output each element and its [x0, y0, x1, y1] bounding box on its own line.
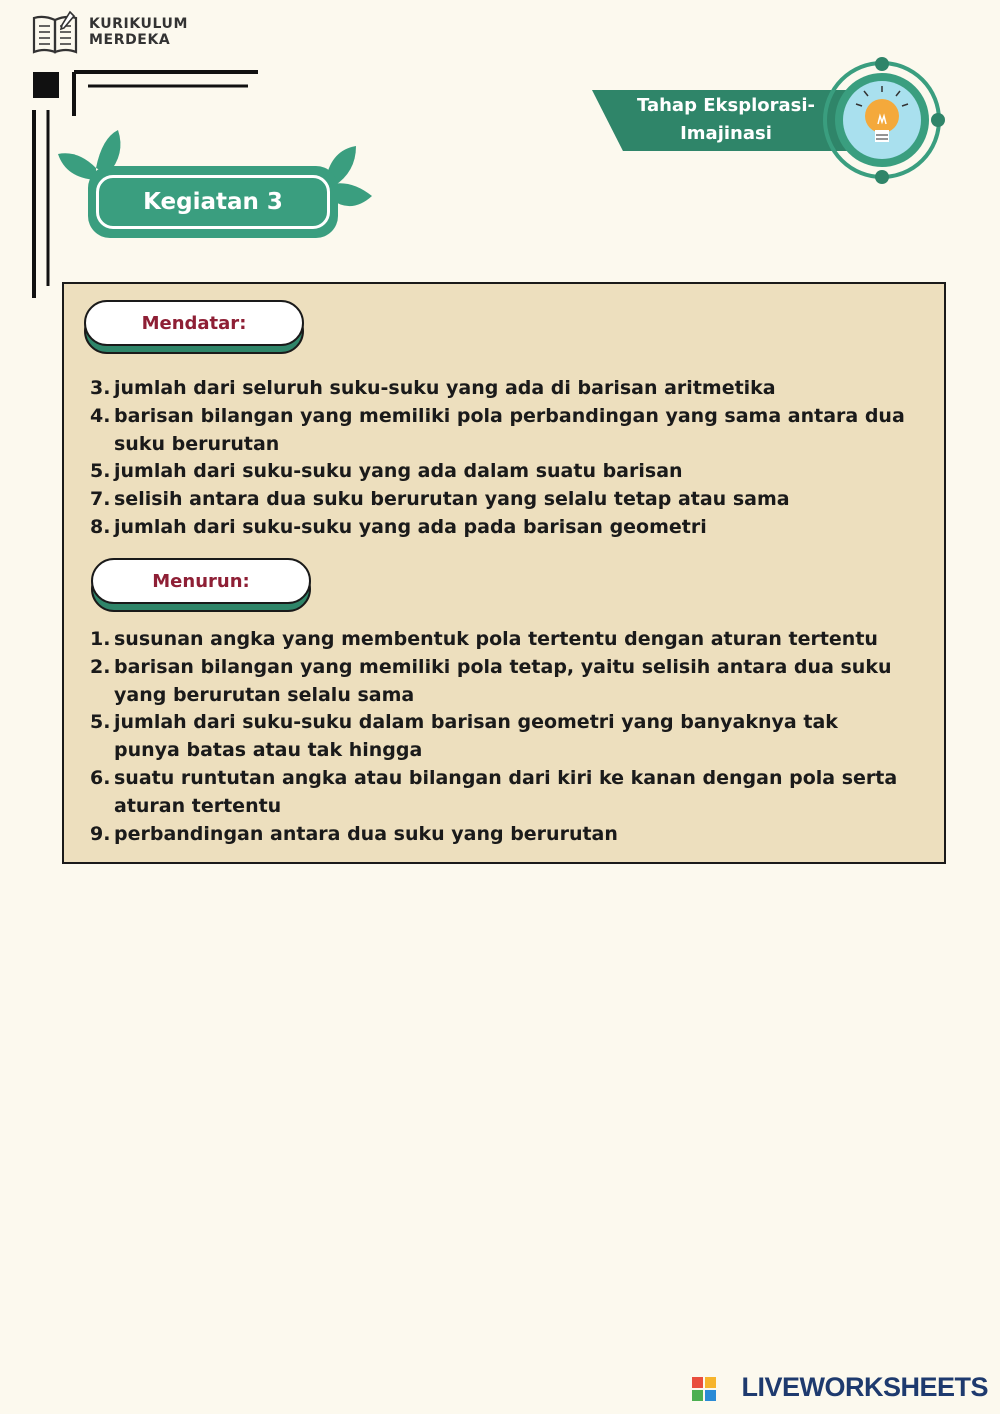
list-item: 4. barisan bilangan yang memiliki pola perbandingan yang sama antara dua suku berurutan — [90, 404, 905, 455]
list-item: 5. jumlah dari suku-suku yang ada dalam suatu barisan — [90, 460, 683, 483]
down-heading-pill — [91, 558, 311, 608]
list-item: 5. jumlah dari suku-suku dalam barisan geometri yang banyaknya tak punya batas atau tak hingga — [90, 711, 838, 762]
logo-line-1: KURIKULUM — [89, 16, 189, 32]
logo-text — [89, 16, 188, 48]
open-book-icon — [30, 10, 82, 56]
stage-label — [618, 92, 834, 148]
liveworksheets-logo-icon — [692, 1377, 716, 1401]
list-item: 1. susunan angka yang membentuk pola tertentu dengan aturan tertentu — [90, 628, 878, 650]
down-heading: Menurun: — [91, 558, 311, 604]
list-item: 8. jumlah dari suku-suku yang ada pada barisan geometri — [90, 515, 707, 538]
liveworksheets-brand[interactable]: LIVEWORKSHEETS — [741, 1372, 988, 1402]
crossword-clues-box — [62, 282, 946, 864]
stage-label-line-1: Tahap Eksplorasi- — [637, 95, 815, 116]
activity-title: Kegiatan 3 — [96, 175, 330, 229]
list-item: 3. jumlah dari seluruh suku-suku yang ada di barisan aritmetika — [90, 377, 776, 399]
down-clue-list — [90, 626, 910, 848]
across-heading-pill — [84, 300, 304, 350]
list-item: 9. perbandingan antara dua suku yang berurutan — [90, 822, 618, 845]
lightbulb-icon — [820, 54, 950, 186]
list-item: 2. barisan bilangan yang memiliki pola tetap, yaitu selisih antara dua suku yang berurutan selalu sama — [90, 655, 892, 706]
across-clue-list — [90, 375, 910, 542]
list-item: 6. suatu runtutan angka atau bilangan dari kiri ke kanan dengan pola serta aturan tertentu — [90, 766, 898, 817]
across-heading: Mendatar: — [84, 300, 304, 346]
activity-title-badge — [88, 166, 338, 238]
stage-label-line-2: Imajinasi — [680, 123, 772, 144]
list-item: 7. selisih antara dua suku berurutan yang selalu tetap atau sama — [90, 488, 790, 511]
logo-line-2: MERDEKA — [89, 32, 171, 48]
